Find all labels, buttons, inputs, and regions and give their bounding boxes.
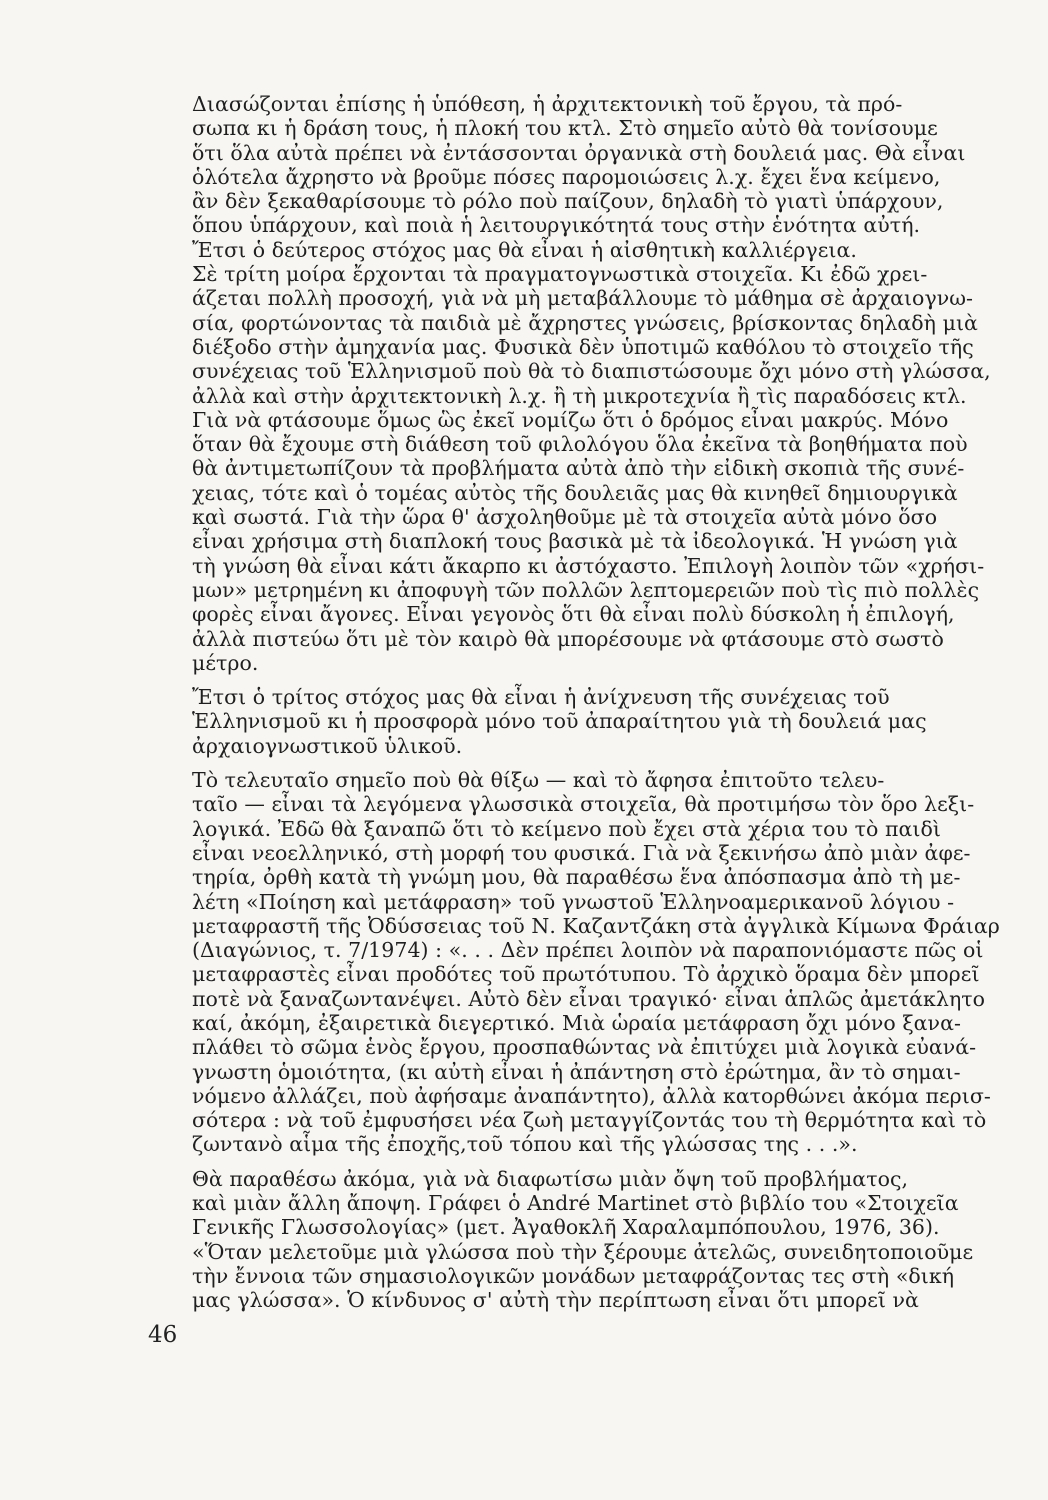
text-line: πλάθει τὸ σῶμα ἑνὸς ἔργου, προσπαθώντας νὰ ἐπιτύχει μιὰ λογικὰ εὐανά- [192, 1035, 977, 1060]
paragraph-2 [160, 238, 930, 262]
text-line: ταῖο — εἶναι τὰ λεγόμενα γλωσσικὰ στοιχεῖα, θὰ προτιμήσω τὸν ὅρο λεξι- [192, 792, 975, 817]
text-line: λέτη «Ποίηση καὶ μετάφραση» τοῦ γνωστοῦ Ἑλληνοαμερικανοῦ λόγιου - [192, 889, 955, 914]
text-line: Σὲ τρίτη μοίρα ἔρχονται τὰ πραγματογνωστικὰ στοιχεῖα. Κι ἐδῶ χρει- [192, 262, 928, 287]
text-line: σία, φορτώνοντας τὰ παιδιὰ μὲ ἄχρηστες γνώσεις, βρίσκοντας δηλαδὴ μιὰ [192, 310, 978, 335]
text-line: διέξοδο στὴν ἀμηχανία μας. Φυσικὰ δὲν ὑποτιμῶ καθόλου τὸ στοιχεῖο τῆς [192, 334, 974, 359]
text-line: Γενικῆς Γλωσσολογίας» (μετ. Ἀγαθοκλῆ Χαραλαμπόπουλου, 1976, 36). [192, 1215, 940, 1240]
text-line: ὅτι ὅλα αὐτὰ πρέπει νὰ ἐντάσσονται ὀργανικὰ στὴ δουλειά μας. Θὰ εἶναι [192, 140, 966, 165]
text-line: μέτρο. [192, 650, 259, 675]
text-line: Ἔτσι ὁ τρίτος στόχος μας θὰ εἶναι ἡ ἀνίχνευση τῆς συνέχειας τοῦ [192, 685, 890, 710]
paragraph-4 [160, 685, 930, 758]
text-line: καὶ μιὰν ἄλλη ἄποψη. Γράφει ὁ André Martinet στὸ βιβλίο του «Στοιχεῖα [192, 1191, 959, 1216]
text-line: ἀλλὰ πιστεύω ὅτι μὲ τὸν καιρὸ θὰ μπορέσουμε νὰ φτάσουμε στὸ σωστὸ [192, 626, 944, 651]
text-line: ζωντανὸ αἷμα τῆς ἐποχῆς,τοῦ τόπου καὶ τῆς γλώσσας της . . .». [192, 1132, 858, 1157]
text-line: γνωστη ὁμοιότητα, (κι αὐτὴ εἶναι ἡ ἀπάντηση στὸ ἐρώτημα, ἂν τὸ σημαι- [192, 1059, 961, 1084]
text-line: τηρία, ὀρθὴ κατὰ τὴ γνώμη μου, θὰ παραθέσω ἕνα ἀπόσπασμα ἀπὸ τὴ με- [192, 865, 961, 890]
text-line: ὅταν θὰ ἔχουμε στὴ διάθεση τοῦ φιλολόγου ὅλα ἐκεῖνα τὰ βοηθήματα ποὺ [192, 432, 968, 457]
text-line: Θὰ παραθέσω ἀκόμα, γιὰ νὰ διαφωτίσω μιὰν ὄψη τοῦ προβλήματος, [192, 1166, 909, 1191]
text-line: Γιὰ νὰ φτάσουμε ὅμως ὣς ἐκεῖ νομίζω ὅτι ὁ δρόμος εἶναι μακρύς. Μόνο [192, 407, 949, 432]
text-line: τὴν ἔννοια τῶν σημασιολογικῶν μονάδων μεταφράζοντας τες στὴ «δική [192, 1263, 955, 1288]
text-line: χειας, τότε καὶ ὁ τομέας αὐτὸς τῆς δουλειᾶς μας θὰ κινηθεῖ δημιουργικὰ [192, 480, 958, 505]
text-line: σότερα : νὰ τοῦ ἐμφυσήσει νέα ζωὴ μεταγγίζοντάς του τὴ θερμότητα καὶ τὸ [192, 1108, 987, 1133]
text-line: ὁλότελα ἄχρηστο νὰ βροῦμε πόσες παρομοιώσεις λ.χ. ἔχει ἕνα κείμενο, [192, 164, 941, 189]
text-line: καί, ἀκόμη, ἐξαιρετικὰ διεγερτικό. Μιὰ ὡραία μετάφραση ὄχι μόνο ξανα- [192, 1010, 961, 1035]
text-line: ἀλλὰ καὶ στὴν ἀρχιτεκτονικὴ λ.χ. ἢ τὴ μικροτεχνία ἢ τὶς παραδόσεις κτλ. [192, 383, 967, 408]
text-line: μας γλώσσα». Ὁ κίνδυνος σ' αὐτὴ τὴν περίπτωση εἶναι ὅτι μπορεῖ νὰ [192, 1288, 919, 1313]
text-line: σωπα κι ἡ δράση τους, ἡ πλοκή του κτλ. Στὸ σημεῖο αὐτὸ θὰ τονίσουμε [192, 116, 938, 141]
text-line: συνέχειας τοῦ Ἑλληνισμοῦ ποὺ θὰ τὸ διαπιστώσουμε ὄχι μόνο στὴ γλώσσα, [192, 359, 991, 384]
paragraph-gap [160, 1157, 930, 1167]
text-line: μεταφραστὲς εἶναι προδότες τοῦ πρωτότυπου. Τὸ ἀρχικὸ ὅραμα δὲν μπορεῖ [192, 962, 980, 987]
text-line: Ἑλληνισμοῦ κι ἡ προσφορὰ μόνο τοῦ ἀπαραίτητου γιὰ τὴ δουλειά μας [192, 709, 927, 734]
text-line: Τὸ τελευταῖο σημεῖο ποὺ θὰ θίξω — καὶ τὸ ἄφησα ἐπιτοῦτο τελευ- [192, 768, 885, 793]
text-line: «Ὅταν μελετοῦμε μιὰ γλώσσα ποὺ τὴν ξέρουμε ἀτελῶς, συνειδητοποιοῦμε [192, 1239, 974, 1264]
paragraph-5 [160, 768, 1000, 1157]
paragraph-gap [160, 675, 930, 685]
text-line: λογικά. Ἐδῶ θὰ ξαναπῶ ὅτι τὸ κείμενο ποὺ ἔχει στὰ χέρια του τὸ παιδὶ [192, 816, 941, 841]
paragraph-6 [160, 1166, 974, 1313]
text-line: ἀρχαιογνωστικοῦ ὑλικοῦ. [192, 733, 463, 758]
text-line: ποτὲ νὰ ξαναζωντανέψει. Αὐτὸ δὲν εἶναι τραγικό· εἶναι ἁπλῶς ἀμετάκλητο [192, 986, 986, 1011]
text-line: εἶναι νεοελληνικό, στὴ μορφή του φυσικά. Γιὰ νὰ ξεκινήσω ἀπὸ μιὰν ἀφε- [192, 840, 971, 865]
text-line: φορὲς εἶναι ἄγονες. Εἶναι γεγονὸς ὅτι θὰ εἶναι πολὺ δύσκολη ἡ ἐπιλογή, [192, 602, 955, 627]
text-line: τὴ γνώση θὰ εἶναι κάτι ἄκαρπο κι ἀστόχαστο. Ἐπιλογὴ λοιπὸν τῶν «χρήσι- [192, 553, 985, 578]
text-line: μεταφραστῆ τῆς Ὀδύσσειας τοῦ Ν. Καζαντζάκη στὰ ἀγγλικὰ Κίμωνα Φράιαρ [192, 913, 1000, 938]
text-line: Διασώζονται ἐπίσης ἡ ὑπόθεση, ἡ ἀρχιτεκτονικὴ τοῦ ἔργου, τὰ πρό- [192, 92, 903, 116]
text-line: ἂν δὲν ξεκαθαρίσουμε τὸ ρόλο ποὺ παίζουν, δηλαδὴ τὸ γιατὶ ὑπάρχουν, [192, 189, 944, 214]
text-line: νόμενο ἀλλάζει, ποὺ ἀφήσαμε ἀναπάντητο), ἀλλὰ κατορθώνει ἀκόμα περισ- [192, 1083, 991, 1108]
paragraph-3 [160, 262, 991, 675]
page-body [160, 92, 1000, 1313]
text-line: εἶναι χρήσιμα στὴ διαπλοκή τους βασικὰ μὲ τὰ ἰδεολογικά. Ἡ γνώση γιὰ [192, 529, 958, 554]
text-line: θὰ ἀντιμετωπίζουν τὰ προβλήματα αὐτὰ ἀπὸ τὴν εἰδικὴ σκοπιὰ τῆς συνέ- [192, 456, 965, 481]
text-line: Ἔτσι ὁ δεύτερος στόχος μας θὰ εἶναι ἡ αἰσθητικὴ καλλιέργεια. [192, 237, 857, 262]
text-line: ὅπου ὑπάρχουν, καὶ ποιὰ ἡ λειτουργικότητά τους στὴν ἑνότητα αὐτή. [192, 213, 921, 238]
paragraph-1 [160, 92, 966, 238]
text-line: άζεται πολλὴ προσοχή, γιὰ νὰ μὴ μεταβάλλουμε τὸ μάθημα σὲ ἀρχαιογνω- [192, 286, 973, 311]
page-number: 46 [148, 1322, 178, 1348]
text-line: μων» μετρημένη κι ἀποφυγὴ τῶν πολλῶν λεπτομερειῶν ποὺ τὶς πιὸ πολλὲς [192, 577, 980, 602]
text-line: (Διαγώνιος, τ. 7/1974) : «. . . Δὲν πρέπει λοιπὸν νὰ παραπονιόμαστε πῶς οἱ [192, 938, 984, 963]
text-line: καὶ σωστά. Γιὰ τὴν ὥρα θ' ἀσχοληθοῦμε μὲ τὰ στοιχεῖα αὐτὰ μόνο ὅσο [192, 505, 938, 530]
paragraph-gap [160, 758, 930, 768]
